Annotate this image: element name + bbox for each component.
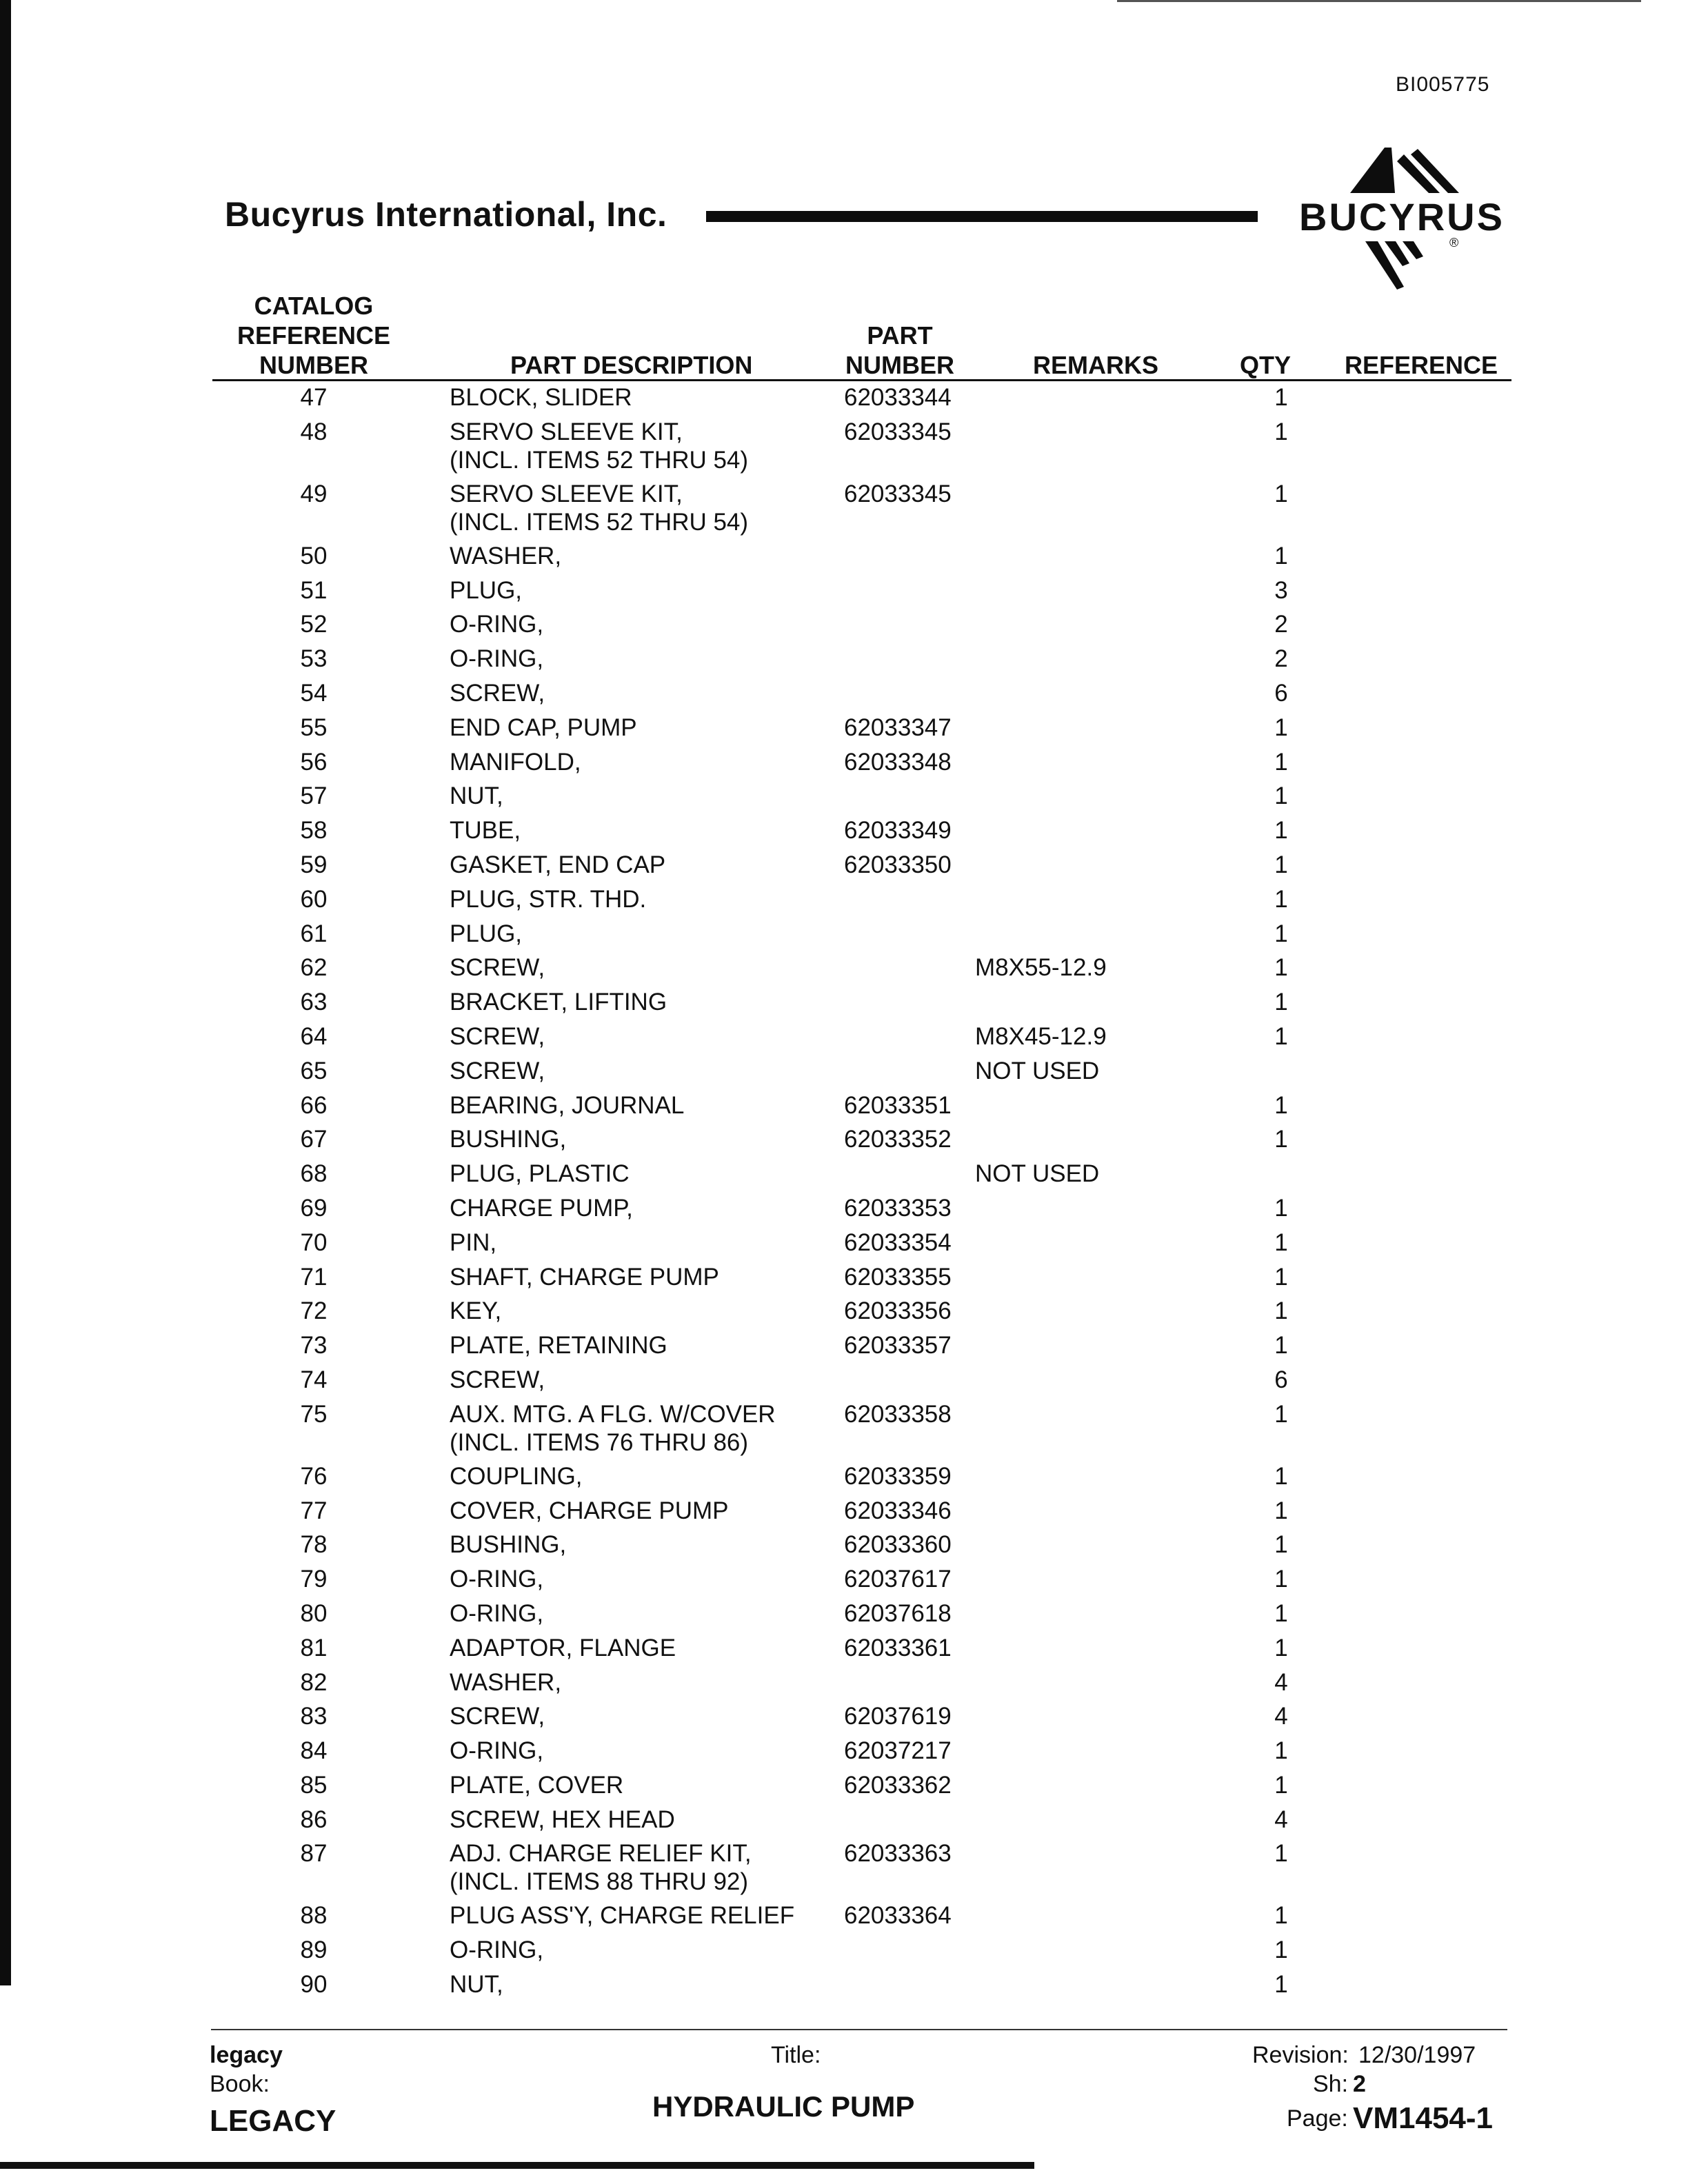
part-description-line: SERVO SLEEVE KIT,: [450, 480, 683, 507]
col-header-qty: QTY: [1240, 351, 1292, 379]
catalog-ref-cell: 52: [300, 611, 328, 638]
document-id: BI005775: [1396, 73, 1490, 96]
catalog-ref-cell: 62: [300, 954, 328, 982]
part-description-line: SCREW,: [450, 1366, 545, 1393]
table-row: [0, 1263, 1688, 1297]
part-number-cell: 62033344: [844, 384, 952, 411]
footer-title-label: Title:: [771, 2042, 821, 2068]
part-description-cell: [450, 1970, 836, 1999]
qty-cell: 1: [1274, 1022, 1288, 1050]
part-description-cell: [450, 1022, 836, 1051]
catalog-ref-cell: 72: [300, 1297, 328, 1325]
part-description-line: O-RING,: [450, 645, 544, 673]
part-description-cell: [450, 748, 836, 776]
part-description-cell: [450, 953, 836, 982]
part-number-cell: 62033355: [844, 1263, 952, 1291]
part-description-cell: [450, 816, 836, 845]
table-row: [0, 645, 1688, 679]
qty-cell: 1: [1274, 1194, 1288, 1222]
catalog-ref-cell: 79: [300, 1566, 328, 1593]
part-number-cell: 62037618: [844, 1599, 952, 1627]
catalog-ref-cell: 56: [300, 748, 328, 776]
part-description-cell: [450, 480, 836, 536]
catalog-ref-cell: 80: [300, 1599, 328, 1627]
qty-cell: 1: [1274, 1737, 1288, 1765]
part-description-note: (INCL. ITEMS 88 THRU 92): [450, 1868, 749, 1896]
part-description-cell: [450, 1263, 836, 1291]
part-number-cell: 62033349: [844, 817, 952, 845]
catalog-ref-cell: 69: [300, 1194, 328, 1222]
catalog-ref-cell: 54: [300, 679, 328, 707]
footer-title-value: HYDRAULIC PUMP: [652, 2090, 915, 2123]
catalog-ref-cell: 90: [300, 1971, 328, 1999]
part-description-cell: [450, 988, 836, 1016]
part-description-line: SCREW,: [450, 679, 545, 707]
catalog-ref-cell: 59: [300, 851, 328, 878]
qty-cell: 1: [1274, 885, 1288, 913]
part-description-cell: [450, 1297, 836, 1325]
part-description-cell: [450, 1125, 836, 1153]
qty-cell: 1: [1274, 782, 1288, 810]
qty-cell: 1: [1274, 384, 1288, 411]
part-description-cell: [450, 1936, 836, 1964]
footer-sheet-value: 2: [1353, 2071, 1366, 2097]
catalog-ref-cell: 51: [300, 576, 328, 604]
part-description-line: PLATE, COVER: [450, 1771, 624, 1799]
table-row: [0, 1530, 1688, 1565]
catalog-ref-cell: 67: [300, 1126, 328, 1153]
table-row: [0, 1702, 1688, 1737]
part-description-line: O-RING,: [450, 1937, 544, 1964]
table-row: [0, 1160, 1688, 1194]
bucyrus-logo: [1281, 142, 1523, 301]
table-row: [0, 714, 1688, 748]
part-description-line: SCREW,: [450, 1057, 545, 1084]
qty-cell: 1: [1274, 480, 1288, 507]
col-header-catalog-ref: [228, 291, 400, 380]
footer-revision-label: Revision:: [1252, 2042, 1349, 2068]
part-number-cell: 62033354: [844, 1228, 952, 1256]
qty-cell: 1: [1274, 1566, 1288, 1593]
part-description-line: COVER, CHARGE PUMP: [450, 1497, 729, 1524]
table-row: [0, 953, 1688, 988]
table-row: [0, 1668, 1688, 1703]
table-row: [0, 1228, 1688, 1263]
part-description-line: COUPLING,: [450, 1462, 583, 1490]
qty-cell: 1: [1274, 1771, 1288, 1799]
part-description-cell: [450, 1901, 836, 1930]
catalog-ref-cell: 63: [300, 989, 328, 1016]
part-description-line: GASKET, END CAP: [450, 851, 666, 878]
part-description-line: BLOCK, SLIDER: [450, 384, 632, 411]
part-description-cell: [450, 1565, 836, 1593]
part-description-cell: [450, 1599, 836, 1628]
footer-page-value: VM1454-1: [1353, 2101, 1494, 2135]
catalog-ref-cell: 76: [300, 1462, 328, 1490]
part-description-cell: [450, 1160, 836, 1188]
part-description-line: PLUG,: [450, 576, 523, 604]
catalog-ref-cell: 83: [300, 1703, 328, 1730]
table-row: [0, 418, 1688, 480]
qty-cell: 1: [1274, 1263, 1288, 1291]
part-description-cell: [450, 383, 836, 412]
part-number-cell: 62037619: [844, 1703, 952, 1730]
part-description-cell: [450, 1737, 836, 1765]
table-row: [0, 1400, 1688, 1462]
catalog-ref-cell: 71: [300, 1263, 328, 1291]
part-description-line: NUT,: [450, 1971, 503, 1999]
catalog-ref-cell: 86: [300, 1806, 328, 1833]
part-description-line: BEARING, JOURNAL: [450, 1091, 685, 1119]
company-name: Bucyrus International, Inc.: [225, 195, 667, 234]
qty-cell: 6: [1274, 679, 1288, 707]
table-row: [0, 542, 1688, 576]
part-description-line: NUT,: [450, 782, 503, 810]
table-row: [0, 1565, 1688, 1599]
table-row: [0, 1022, 1688, 1057]
qty-cell: 1: [1274, 1332, 1288, 1359]
table-row: [0, 1194, 1688, 1228]
part-description-cell: [450, 1702, 836, 1730]
table-row: [0, 1497, 1688, 1531]
catalog-ref-cell: 70: [300, 1228, 328, 1256]
part-number-cell: 62033347: [844, 714, 952, 741]
part-description-cell: [450, 645, 836, 673]
part-description-cell: [450, 576, 836, 605]
part-description-cell: [450, 1366, 836, 1394]
scan-top-rule: [1117, 0, 1641, 2]
table-row: [0, 1331, 1688, 1366]
footer-revision-value: 12/30/1997: [1358, 2042, 1476, 2068]
catalog-ref-cell: 89: [300, 1937, 328, 1964]
part-description-line: AUX. MTG. A FLG. W/COVER: [450, 1400, 776, 1428]
col-header-remarks: REMARKS: [1033, 351, 1159, 379]
table-row: [0, 1737, 1688, 1771]
remarks-cell: M8X55-12.9: [975, 954, 1107, 982]
part-number-cell: 62033348: [844, 748, 952, 776]
catalog-ref-cell: 87: [300, 1840, 328, 1868]
remarks-cell: NOT USED: [975, 1057, 1100, 1084]
part-description-line: SCREW,: [450, 1703, 545, 1730]
qty-cell: 4: [1274, 1668, 1288, 1696]
table-row: [0, 1462, 1688, 1497]
part-number-cell: 62033363: [844, 1840, 952, 1868]
footer-book-label: Book:: [210, 2071, 270, 2097]
catalog-ref-cell: 64: [300, 1022, 328, 1050]
part-description-line: SERVO SLEEVE KIT,: [450, 418, 683, 445]
qty-cell: 3: [1274, 576, 1288, 604]
table-row: [0, 782, 1688, 816]
catalog-ref-cell: 57: [300, 782, 328, 810]
qty-cell: 1: [1274, 817, 1288, 845]
part-description-cell: [450, 1194, 836, 1222]
part-description-line: KEY,: [450, 1297, 502, 1325]
part-description-line: BUSHING,: [450, 1531, 567, 1559]
part-description-cell: [450, 1839, 836, 1896]
col-header-part-number: [834, 321, 965, 380]
qty-cell: 6: [1274, 1366, 1288, 1393]
table-row: [0, 1901, 1688, 1936]
table-row: [0, 1771, 1688, 1806]
part-description-cell: [450, 1806, 836, 1834]
catalog-ref-cell: 48: [300, 418, 328, 445]
part-description-cell: [450, 1497, 836, 1525]
catalog-ref-cell: 50: [300, 542, 328, 569]
table-row: [0, 1091, 1688, 1126]
col-header-reference: REFERENCE: [1345, 351, 1498, 379]
col-header-part-description: PART DESCRIPTION: [510, 351, 753, 379]
qty-cell: 1: [1274, 1902, 1288, 1930]
part-number-cell: 62037617: [844, 1566, 952, 1593]
table-row: [0, 851, 1688, 885]
qty-cell: 2: [1274, 611, 1288, 638]
part-description-cell: [450, 610, 836, 638]
catalog-ref-cell: 77: [300, 1497, 328, 1524]
catalog-ref-cell: 88: [300, 1902, 328, 1930]
part-description-cell: [450, 851, 836, 879]
catalog-ref-cell: 84: [300, 1737, 328, 1765]
parts-table: [0, 383, 1688, 2005]
scan-bottom-edge: [0, 2162, 1034, 2169]
table-row: [0, 1366, 1688, 1400]
qty-cell: 1: [1274, 542, 1288, 569]
table-row: [0, 1057, 1688, 1091]
part-description-cell: [450, 1331, 836, 1359]
catalog-ref-cell: 58: [300, 817, 328, 845]
part-description-line: BUSHING,: [450, 1126, 567, 1153]
part-description-line: WASHER,: [450, 1668, 562, 1696]
part-description-line: O-RING,: [450, 611, 544, 638]
catalog-ref-cell: 55: [300, 714, 328, 741]
part-number-cell: 62033357: [844, 1332, 952, 1359]
catalog-ref-cell: 78: [300, 1531, 328, 1559]
header-rule: [212, 379, 1511, 381]
footer-sheet-label: Sh:: [1313, 2071, 1349, 2097]
table-row: [0, 885, 1688, 920]
qty-cell: 1: [1274, 1462, 1288, 1490]
catalog-ref-cell: 61: [300, 920, 328, 947]
part-description-note: (INCL. ITEMS 52 THRU 54): [450, 508, 749, 536]
part-description-line: O-RING,: [450, 1737, 544, 1765]
col-header-part-line1: PART: [867, 321, 933, 350]
part-number-cell: 62033364: [844, 1902, 952, 1930]
footer-page-label: Page:: [1287, 2105, 1348, 2132]
catalog-ref-cell: 82: [300, 1668, 328, 1696]
part-description-cell: [450, 679, 836, 707]
part-description-cell: [450, 1462, 836, 1490]
qty-cell: 1: [1274, 1971, 1288, 1999]
catalog-ref-cell: 53: [300, 645, 328, 673]
part-number-cell: 62033351: [844, 1091, 952, 1119]
table-row: [0, 1125, 1688, 1160]
qty-cell: 2: [1274, 645, 1288, 673]
part-description-cell: [450, 418, 836, 474]
part-description-line: CHARGE PUMP,: [450, 1194, 633, 1222]
table-row: [0, 383, 1688, 418]
qty-cell: 1: [1274, 1599, 1288, 1627]
part-description-note: (INCL. ITEMS 52 THRU 54): [450, 446, 749, 474]
part-description-line: SCREW, HEX HEAD: [450, 1806, 675, 1833]
part-number-cell: 62033360: [844, 1531, 952, 1559]
footer-rule: [211, 2029, 1507, 2030]
qty-cell: 1: [1274, 418, 1288, 445]
table-row: [0, 1970, 1688, 2005]
qty-cell: 1: [1274, 1091, 1288, 1119]
col-header-ref-line3: NUMBER: [259, 351, 368, 379]
part-description-cell: [450, 1400, 836, 1457]
part-description-line: BRACKET, LIFTING: [450, 989, 667, 1016]
part-description-line: TUBE,: [450, 817, 521, 845]
catalog-ref-cell: 49: [300, 480, 328, 507]
part-description-cell: [450, 920, 836, 948]
part-description-cell: [450, 1530, 836, 1559]
part-description-line: PLUG ASS'Y, CHARGE RELIEF: [450, 1902, 795, 1930]
part-description-line: SCREW,: [450, 954, 545, 982]
col-header-ref-line1: CATALOG: [254, 292, 374, 320]
part-number-cell: 62033359: [844, 1462, 952, 1490]
table-row: [0, 576, 1688, 611]
part-number-cell: 62033346: [844, 1497, 952, 1524]
table-row: [0, 988, 1688, 1022]
qty-cell: 1: [1274, 1634, 1288, 1661]
footer-legacy: legacy: [210, 2042, 283, 2068]
part-description-line: MANIFOLD,: [450, 748, 581, 776]
catalog-ref-cell: 74: [300, 1366, 328, 1393]
part-description-cell: [450, 1091, 836, 1120]
col-header-part-line2: NUMBER: [845, 351, 954, 379]
qty-cell: 1: [1274, 748, 1288, 776]
catalog-ref-cell: 60: [300, 885, 328, 913]
qty-cell: 4: [1274, 1806, 1288, 1833]
table-row: [0, 1634, 1688, 1668]
part-description-cell: [450, 1228, 836, 1257]
part-description-line: WASHER,: [450, 542, 562, 569]
part-number-cell: 62033362: [844, 1771, 952, 1799]
remarks-cell: NOT USED: [975, 1160, 1100, 1188]
catalog-ref-cell: 47: [300, 384, 328, 411]
catalog-ref-cell: 68: [300, 1160, 328, 1188]
table-row: [0, 1599, 1688, 1634]
table-row: [0, 1297, 1688, 1331]
qty-cell: 1: [1274, 1126, 1288, 1153]
part-description-line: PLUG, STR. THD.: [450, 885, 647, 913]
part-description-line: PLUG, PLASTIC: [450, 1160, 630, 1188]
catalog-ref-cell: 73: [300, 1332, 328, 1359]
part-description-line: SHAFT, CHARGE PUMP: [450, 1263, 719, 1291]
part-description-cell: [450, 885, 836, 913]
catalog-ref-cell: 65: [300, 1057, 328, 1084]
qty-cell: 1: [1274, 1840, 1288, 1868]
part-description-line: PLUG,: [450, 920, 523, 947]
part-number-cell: 62033350: [844, 851, 952, 878]
table-row: [0, 1936, 1688, 1970]
table-row: [0, 679, 1688, 714]
part-number-cell: 62033345: [844, 480, 952, 507]
part-description-cell: [450, 782, 836, 810]
catalog-ref-cell: 75: [300, 1400, 328, 1428]
qty-cell: 1: [1274, 1297, 1288, 1325]
part-description-line: O-RING,: [450, 1599, 544, 1627]
part-number-cell: 62033361: [844, 1634, 952, 1661]
remarks-cell: M8X45-12.9: [975, 1022, 1107, 1050]
part-description-line: END CAP, PUMP: [450, 714, 637, 741]
table-row: [0, 1839, 1688, 1901]
part-number-cell: 62033356: [844, 1297, 952, 1325]
catalog-ref-cell: 66: [300, 1091, 328, 1119]
qty-cell: 1: [1274, 851, 1288, 878]
part-description-line: SCREW,: [450, 1022, 545, 1050]
table-row: [0, 1806, 1688, 1840]
col-header-ref-line2: REFERENCE: [237, 321, 391, 350]
part-number-cell: 62033345: [844, 418, 952, 445]
table-row: [0, 816, 1688, 851]
catalog-ref-cell: 85: [300, 1771, 328, 1799]
part-description-line: PLATE, RETAINING: [450, 1332, 667, 1359]
part-description-cell: [450, 1057, 836, 1085]
qty-cell: 1: [1274, 1531, 1288, 1559]
qty-cell: 1: [1274, 1228, 1288, 1256]
part-description-cell: [450, 1668, 836, 1697]
table-row: [0, 748, 1688, 782]
part-number-cell: 62033353: [844, 1194, 952, 1222]
part-description-line: ADJ. CHARGE RELIEF KIT,: [450, 1840, 752, 1868]
qty-cell: 1: [1274, 1937, 1288, 1964]
qty-cell: 1: [1274, 1497, 1288, 1524]
part-description-line: PIN,: [450, 1228, 497, 1256]
table-row: [0, 920, 1688, 954]
qty-cell: 1: [1274, 920, 1288, 947]
part-description-cell: [450, 1771, 836, 1799]
part-number-cell: 62037217: [844, 1737, 952, 1765]
part-description-line: ADAPTOR, FLANGE: [450, 1634, 676, 1661]
logo-wordmark: BUCYRUS: [1299, 195, 1505, 239]
qty-cell: 4: [1274, 1703, 1288, 1730]
footer-book-value: LEGACY: [210, 2104, 336, 2138]
part-description-cell: [450, 542, 836, 570]
catalog-ref-cell: 81: [300, 1634, 328, 1661]
registered-mark: ®: [1449, 236, 1459, 250]
qty-cell: 1: [1274, 714, 1288, 741]
part-description-note: (INCL. ITEMS 76 THRU 86): [450, 1428, 749, 1456]
qty-cell: 1: [1274, 1400, 1288, 1428]
header-bar: [706, 211, 1258, 222]
table-row: [0, 610, 1688, 645]
part-description-cell: [450, 1634, 836, 1662]
qty-cell: 1: [1274, 954, 1288, 982]
part-description-line: O-RING,: [450, 1566, 544, 1593]
part-number-cell: 62033358: [844, 1400, 952, 1428]
qty-cell: 1: [1274, 989, 1288, 1016]
part-number-cell: 62033352: [844, 1126, 952, 1153]
table-row: [0, 480, 1688, 542]
part-description-cell: [450, 714, 836, 742]
